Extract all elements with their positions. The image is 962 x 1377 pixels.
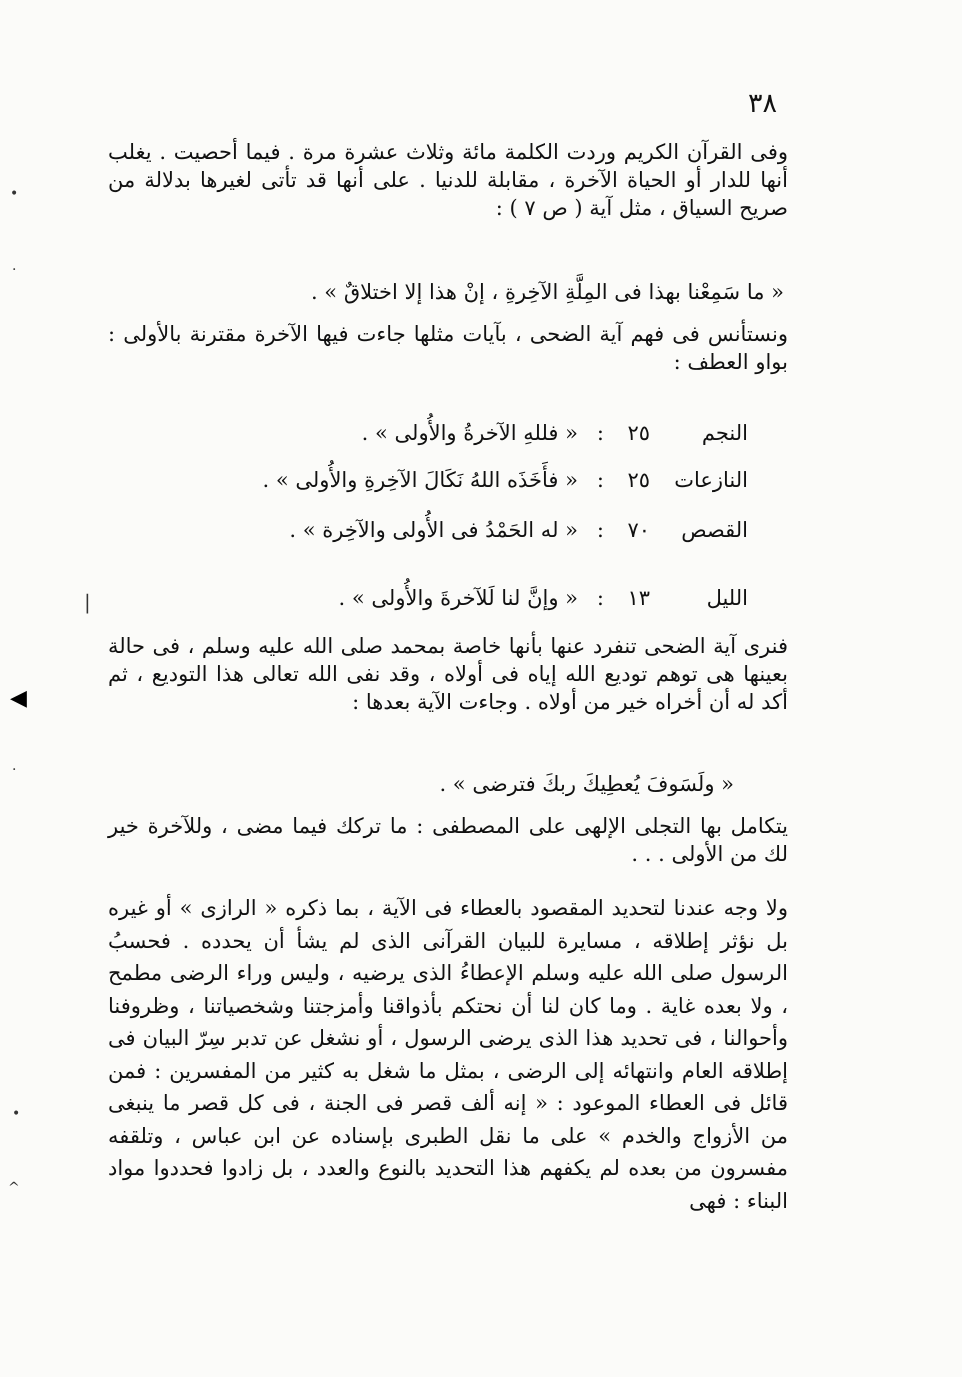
scan-speck: · <box>12 762 17 778</box>
scan-speck: · <box>12 262 17 278</box>
verse-text: « له الحَمْدُ فى الأُولى والآخِرة » . <box>289 518 578 542</box>
scan-speck: ^ <box>8 1180 20 1196</box>
paragraph-intro: وفى القرآن الكريم وردت الكلمة مائة وثلاث عشرة مرة . فيما أحصيت . يغلب أنها للدار أو الحياة الآخرة ، مقابلة للدنيا . على أنها قد تأتى لغيرها بدلالة من صريح السياق ، مثل آية ( ص ٧ ) : <box>108 140 788 220</box>
scan-speck: • <box>10 186 19 202</box>
surah-name: النجم <box>701 421 748 445</box>
verse-colon: : <box>596 518 604 542</box>
verse-colon: : <box>596 468 604 492</box>
verse-text: « فللهِ الآخرةُ والأُولى » . <box>361 421 578 445</box>
verse-row <box>200 465 748 495</box>
paragraph-duha: فنرى آية الضحى تنفرد عنها بأنها خاصة بمحمد صلى الله عليه وسلم ، فى حالة بعينها هى توهم توديع الله إياه فى أولاه ، وقد نفى الله تعالى هذا التوديع ، ثم أكد له أن أخراه خير من أولاه . وجاءت الآية بعدها : <box>108 634 788 714</box>
verse-colon: : <box>596 586 604 610</box>
verse-row <box>200 418 748 448</box>
scan-speck: ◀ <box>10 686 27 711</box>
quote-duha-5: « ولَسَوفَ يُعطِيكَ ربكَ فترضى » . <box>439 772 734 796</box>
verse-number: ٢٥ <box>627 468 650 492</box>
paragraph-completion: يتكامل بها التجلى الإلهى على المصطفى : ما تركك فيما مضى ، وللآخرة خير لك من الأولى . . . <box>108 814 788 866</box>
quote-sad-7: « ما سَمِعْنا بهذا فى المِلَّةِ الآخِرةِ ، إنْ هذا إلا اختلاقٌ » . <box>310 280 784 304</box>
verse-number: ١٣ <box>627 586 650 610</box>
surah-name: النازعات <box>674 468 748 492</box>
verse-row <box>200 583 748 613</box>
verse-text: « وإنَّ لنا لَلآخرةَ والأُولى » . <box>338 586 578 610</box>
surah-name: الليل <box>706 586 748 610</box>
paragraph-interpretation: ولا وجه عندنا لتحديد المقصود بالعطاء فى الآية ، بما ذكره « الرازى » أو غيره بل نؤثر إطلاقه ، مسايرة للبيان القرآنى الذى لم يشأ أن يحدده . فحسبُ الرسول صلى الله عليه وسلم الإعطاءُ الذى يرضيه ، وليس وراء الرضى مطمح ، ولا بعده غاية . وما كان لنا أن نحتكم بأذواقنا وأمزجتنا وشخصياتنا ، وظروفنا وأحوالنا ، فى تحديد هذا الذى يرضى الرسول ، أو نشغل عن تدبر سِرّ البيان فى إطلاقه العام وانتهائه إلى الرضى ، بمثل ما شغل به كثير من المفسرين : فمن قائل فى العطاء الموعود : « إنه ألف قصر فى الجنة ، فى كل قصر ما ينبغى من الأزواج والخدم » على ما نقل الطبرى بإسناده عن ابن عباس ، وتلقفه مفسرون من بعده لم يكفهم هذا التحديد بالنوع والعدد ، بل زادوا فحددوا مواد البناء : فهى <box>108 896 788 1213</box>
page-number: ٣٨ <box>748 88 778 119</box>
verse-text: « فأَخَذَه اللهُ نَكَالَ الآخِرةِ والأُولى » . <box>262 468 578 492</box>
verse-number: ٢٥ <box>627 421 650 445</box>
paragraph-comparison: ونستأنس فى فهم آية الضحى ، بآيات مثلها جاءت فيها الآخرة مقترنة بالأولى : بواو العطف : <box>108 322 788 374</box>
verse-row <box>200 515 748 545</box>
verse-colon: : <box>596 421 604 445</box>
surah-name: القصص <box>681 518 748 542</box>
scan-speck: • <box>12 1106 21 1122</box>
verse-number: ٧٠ <box>627 518 650 542</box>
scan-speck: | <box>84 590 91 614</box>
